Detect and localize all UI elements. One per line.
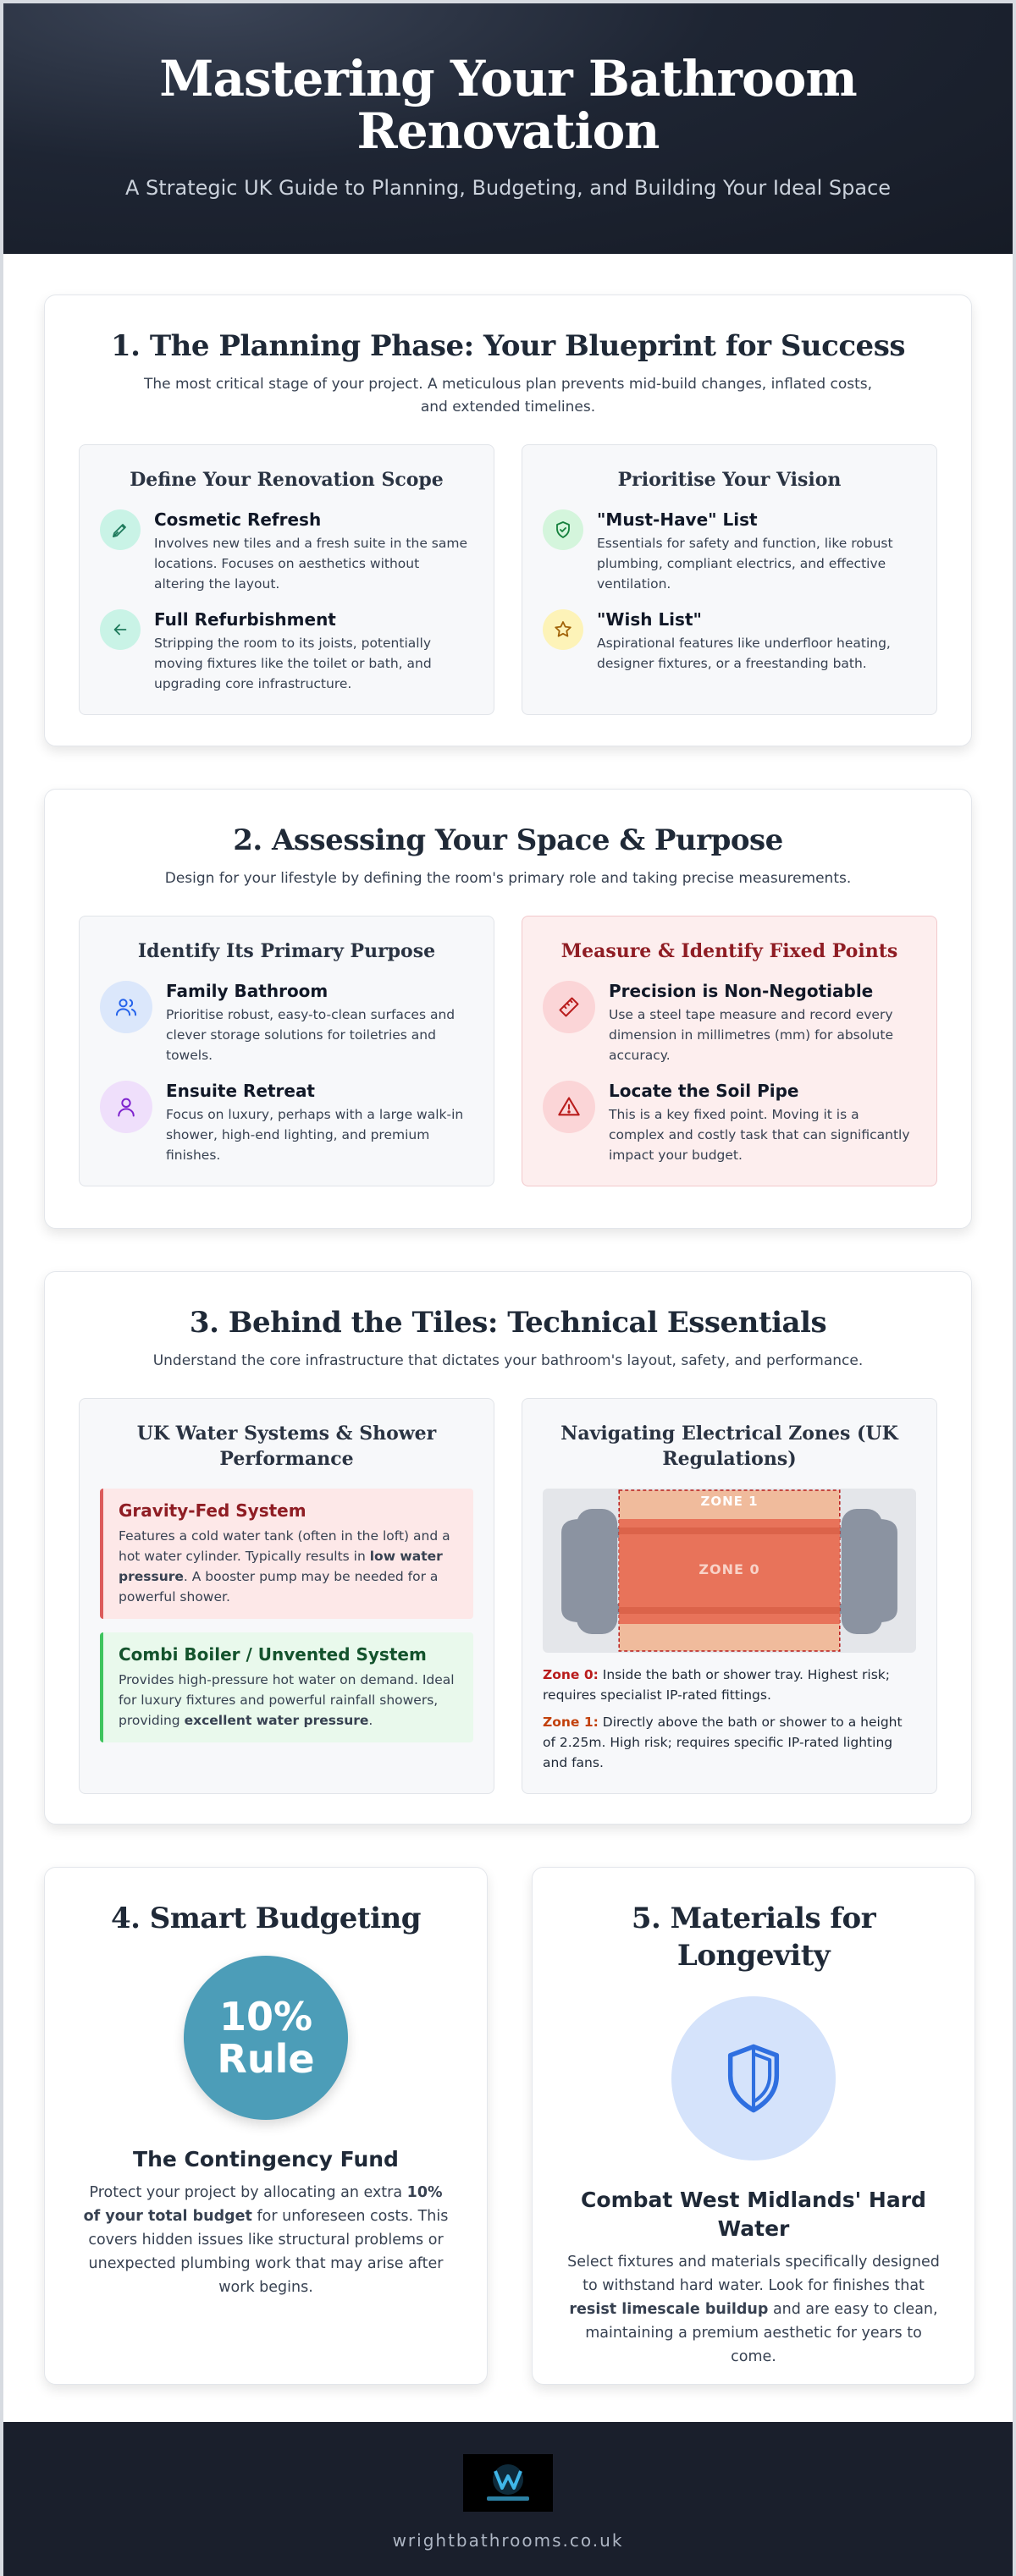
zone-0-label: ZONE 0 [698, 1561, 760, 1577]
section-title: 1. The Planning Phase: Your Blueprint for Success [111, 329, 905, 363]
item-title: Ensuite Retreat [166, 1081, 315, 1101]
item-title: Cosmetic Refresh [154, 509, 322, 530]
site-footer [3, 2422, 1013, 2576]
combi-boiler-callout [100, 1632, 473, 1742]
callout-title: Combi Boiler / Unvented System [119, 1644, 427, 1665]
card-subtitle: The Contingency Fund [133, 2147, 399, 2171]
panel-heading: UK Water Systems & Shower Performance [136, 1423, 437, 1470]
list-item [543, 1081, 916, 1165]
callout-text: Provides high-pressure hot water on demand. Ideal for luxury fixtures and powerful rainfall showers, providing excellent water pressure. [119, 1672, 455, 1728]
item-text: Essentials for safety and function, like robust plumbing, compliant electrics, and effective ventilation. [597, 536, 893, 592]
arrow-left-icon [100, 609, 141, 650]
item-text: Use a steel tape measure and record every dimension in millimetres (mm) for absolute accuracy. [609, 1007, 893, 1063]
panel-renovation-scope [79, 444, 494, 715]
item-text: Stripping the room to its joists, potentially moving fixtures like the toilet or bath, and upgrading core infrastructure. [154, 636, 432, 691]
shield-icon [671, 1996, 836, 2160]
item-title: Precision is Non-Negotiable [609, 981, 874, 1001]
panel-heading: Prioritise Your Vision [617, 469, 842, 491]
list-item [100, 981, 473, 1065]
section-assessing-space [44, 789, 972, 1229]
item-text: Focus on luxury, perhaps with a large walk-in shower, high-end lighting, and premium finishes. [166, 1107, 464, 1163]
section-materials [532, 1867, 975, 2385]
section-technical [44, 1271, 972, 1825]
panel-electrical-zones [522, 1398, 937, 1794]
shield-check-icon [543, 509, 583, 550]
panel-prioritise-vision [522, 444, 937, 715]
card-text: Protect your project by allocating an extra 10% of your total budget for unforeseen costs. This covers hidden issues like structural problems or unexpected plumbing work that may arise after work begins. [83, 2184, 449, 2296]
item-title: "Wish List" [597, 609, 702, 630]
section-lead: Design for your lifestyle by defining the room's primary role and taking precise measurements. [164, 870, 852, 887]
panel-heading: Identify Its Primary Purpose [137, 940, 436, 962]
item-title: Locate the Soil Pipe [609, 1081, 799, 1101]
list-item [543, 981, 916, 1065]
section-title: 5. Materials for Longevity [631, 1902, 876, 1973]
panel-water-systems [79, 1398, 494, 1794]
list-item [100, 1081, 473, 1165]
callout-title: Gravity-Fed System [119, 1500, 306, 1521]
item-text: This is a key fixed point. Moving it is a complex and costly task that can significantly impact your budget. [609, 1107, 910, 1163]
star-icon [543, 609, 583, 650]
section-title: 2. Assessing Your Space & Purpose [233, 823, 783, 857]
section-lead: The most critical stage of your project. A meticulous plan prevents mid-build changes, inflated costs, and extended timelines. [143, 376, 873, 416]
zone-1-label: ZONE 1 [700, 1494, 759, 1509]
electrical-zones-diagram [543, 1489, 916, 1653]
list-item [100, 509, 473, 594]
gravity-fed-callout [100, 1489, 473, 1619]
ten-percent-rule-badge: 10% Rule [184, 1956, 348, 2120]
panel-heading: Define Your Renovation Scope [130, 469, 444, 491]
page-title: Mastering Your Bathroom Renovation [159, 50, 857, 160]
zone-1-note: Zone 1: Directly above the bath or shower to a height of 2.25m. High risk; requires specific IP-rated lighting and fans. [543, 1715, 903, 1770]
user-icon [100, 1081, 152, 1133]
item-text: Involves new tiles and a fresh suite in the same locations. Focuses on aesthetics without altering the layout. [154, 536, 468, 592]
brush-icon [100, 509, 141, 550]
section-budgeting [44, 1867, 488, 2385]
warning-icon [543, 1081, 595, 1133]
card-subtitle: Combat West Midlands' Hard Water [581, 2188, 926, 2241]
panel-heading: Navigating Electrical Zones (UK Regulations) [560, 1423, 898, 1470]
hero-header [3, 3, 1013, 254]
callout-text: Features a cold water tank (often in the loft) and a hot water cylinder. Typically results in low water pressure. A booster pump may be needed for a powerful shower. [119, 1528, 450, 1604]
item-text: Aspirational features like underfloor heating, designer fixtures, or a freestanding bath. [597, 636, 891, 671]
list-item [100, 609, 473, 694]
section-title: 3. Behind the Tiles: Technical Essentials [189, 1306, 827, 1340]
card-text: Select fixtures and materials specifically designed to withstand hard water. Look for finishes that resist limescale buildup and are easy to clean, maintaining a premium aesthetic for years to come. [567, 2254, 940, 2365]
page-subtitle: A Strategic UK Guide to Planning, Budgeting, and Building Your Ideal Space [124, 176, 892, 200]
brand-logo[interactable] [463, 2454, 553, 2512]
section-title: 4. Smart Budgeting [110, 1902, 422, 1935]
item-title: Family Bathroom [166, 981, 329, 1001]
item-title: Full Refurbishment [154, 609, 336, 630]
section-lead: Understand the core infrastructure that dictates your bathroom's layout, safety, and performance. [152, 1352, 864, 1369]
item-text: Prioritise robust, easy-to-clean surfaces and clever storage solutions for toiletries and towels. [166, 1007, 456, 1063]
zone-0-note: Zone 0: Inside the bath or shower tray. Highest risk; requires specialist IP-rated fittings. [543, 1667, 890, 1703]
list-item [543, 509, 916, 594]
section-planning [44, 294, 972, 746]
users-icon [100, 981, 152, 1033]
ruler-icon [543, 981, 595, 1033]
list-item [543, 609, 916, 674]
item-title: "Must-Have" List [597, 509, 758, 530]
panel-heading: Measure & Identify Fixed Points [560, 940, 898, 962]
footer-url[interactable]: wrightbathrooms.co.uk [392, 2530, 624, 2551]
panel-primary-purpose [79, 916, 494, 1186]
panel-fixed-points [522, 916, 937, 1186]
